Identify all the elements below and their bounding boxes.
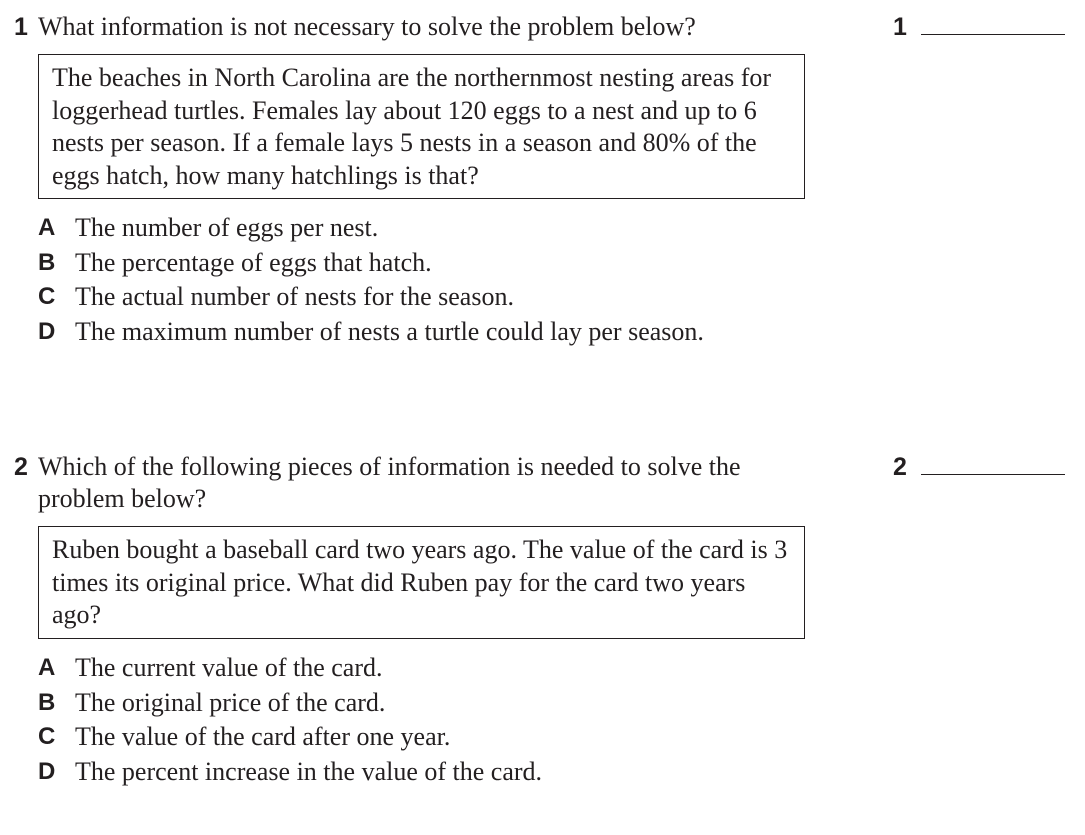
answer-blank[interactable] bbox=[921, 474, 1065, 475]
choice-d[interactable] bbox=[38, 316, 818, 351]
choice-text: The maximum number of nests a turtle could lay per season. bbox=[75, 316, 704, 346]
choice-letter: C bbox=[38, 283, 56, 310]
choice-letter: D bbox=[38, 317, 56, 345]
choice-text: The original price of the card. bbox=[75, 687, 386, 717]
question-prompt: What information is not necessary to solve the problem below? bbox=[38, 12, 696, 41]
choice-text: The current value of the card. bbox=[75, 653, 383, 682]
choice-letter: D bbox=[38, 757, 56, 785]
choice-b[interactable] bbox=[38, 247, 818, 282]
choice-d[interactable] bbox=[38, 756, 818, 791]
choice-b[interactable] bbox=[38, 687, 818, 722]
choice-a[interactable] bbox=[38, 212, 818, 247]
answer-choices bbox=[38, 212, 818, 350]
question-number: 1 bbox=[14, 13, 28, 41]
choice-text: The value of the card after one year. bbox=[75, 722, 451, 751]
choice-c[interactable] bbox=[38, 281, 818, 316]
question-prompt: Which of the following pieces of information is needed to solve the problem below? bbox=[38, 452, 741, 513]
choice-a[interactable] bbox=[38, 652, 818, 687]
choice-text: The actual number of nests for the season. bbox=[75, 282, 514, 311]
answer-number-label: 1 bbox=[893, 13, 907, 41]
choice-letter: A bbox=[38, 654, 56, 681]
choice-letter: B bbox=[38, 688, 56, 716]
choice-text: The percentage of eggs that hatch. bbox=[75, 247, 432, 277]
problem-box: Ruben bought a baseball card two years ago. The value of the card is 3 times its original price. What did Ruben pay for the card two years ago? bbox=[38, 526, 805, 639]
answer-choices bbox=[38, 652, 818, 790]
choice-text: The number of eggs per nest. bbox=[75, 213, 379, 242]
choice-letter: B bbox=[38, 248, 56, 276]
choice-text: The percent increase in the value of the card. bbox=[75, 756, 543, 786]
answer-blank[interactable] bbox=[921, 34, 1065, 35]
answer-number-label: 2 bbox=[893, 453, 907, 481]
problem-box: The beaches in North Carolina are the northernmost nesting areas for loggerhead turtles. Females lay about 120 eggs to a nest and up to 6 nests per season. If a female lays 5 nests in a season and 80% of the eggs hatch, how many hatchlings is that? bbox=[38, 54, 805, 199]
question-number: 2 bbox=[14, 453, 28, 481]
choice-c[interactable] bbox=[38, 721, 818, 756]
choice-letter: A bbox=[38, 214, 56, 241]
choice-letter: C bbox=[38, 723, 56, 750]
